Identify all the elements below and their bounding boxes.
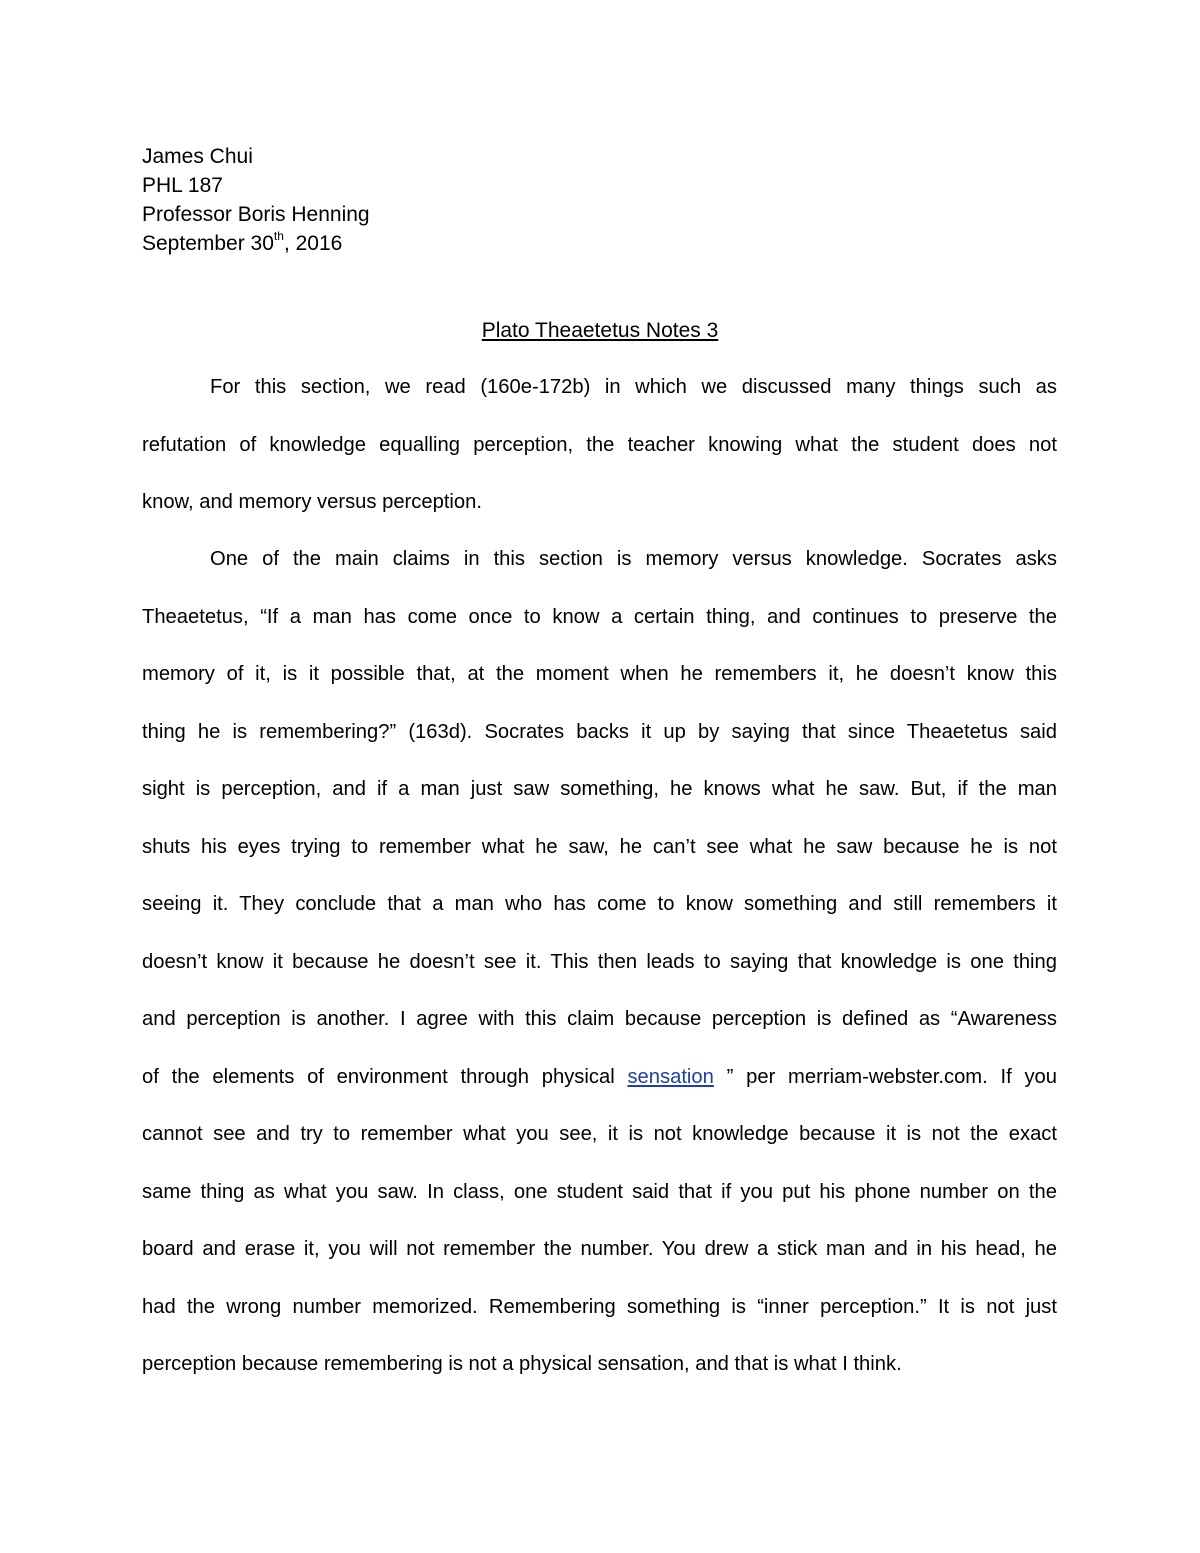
paragraph-2-line: and perception is another. I agree with this claim because perception is defined as “Awareness bbox=[142, 1008, 1057, 1030]
line-text-before-link: of the elements of environment through physical bbox=[142, 1066, 628, 1088]
date-suffix: , 2016 bbox=[283, 232, 343, 255]
course-code: PHL 187 bbox=[142, 174, 223, 197]
paragraph-2-line: sight is perception, and if a man just saw something, he knows what he saw. But, if the man bbox=[142, 778, 1057, 800]
paragraph-2-line: board and erase it, you will not remember the number. You drew a stick man and in his head, he bbox=[142, 1238, 1057, 1260]
date-superscript: th bbox=[273, 229, 284, 243]
sensation-link[interactable]: sensation bbox=[627, 1066, 714, 1088]
paragraph-2-line: same thing as what you saw. In class, one student said that if you put his phone number on the bbox=[142, 1181, 1057, 1203]
paragraph-2-line: One of the main claims in this section is memory versus knowledge. Socrates asks bbox=[210, 548, 1057, 570]
paragraph-1-line: For this section, we read (160e-172b) in which we discussed many things such as bbox=[210, 376, 1057, 398]
paragraph-1-line: refutation of knowledge equalling perception, the teacher knowing what the student does not bbox=[142, 434, 1057, 456]
document-title bbox=[0, 316, 1200, 345]
paragraph-2-line: shuts his eyes trying to remember what he saw, he can’t see what he saw because he is not bbox=[142, 836, 1057, 858]
paragraph-2-line: doesn’t know it because he doesn’t see it. This then leads to saying that knowledge is one thing bbox=[142, 951, 1057, 973]
line-text-after-link: ” per merriam-webster.com. If you bbox=[726, 1066, 1058, 1088]
paragraph-2-line: cannot see and try to remember what you see, it is not knowledge because it is not the exact bbox=[142, 1123, 1057, 1145]
paragraph-2-line: thing he is remembering?” (163d). Socrates backs it up by saying that since Theaetetus said bbox=[142, 721, 1057, 743]
header-block bbox=[142, 142, 370, 258]
paragraph-2-line: perception because remembering is not a physical sensation, and that is what I think. bbox=[142, 1353, 902, 1375]
professor-name: Professor Boris Henning bbox=[142, 203, 370, 226]
paragraph-2-line: seeing it. They conclude that a man who has come to know something and still remembers it bbox=[142, 893, 1057, 915]
paragraph-2-line: memory of it, is it possible that, at the moment when he remembers it, he doesn’t know this bbox=[142, 663, 1057, 685]
document-date bbox=[142, 229, 370, 258]
author-name: James Chui bbox=[142, 145, 253, 168]
paragraph-1-line: know, and memory versus perception. bbox=[142, 491, 482, 513]
date-prefix: September 30 bbox=[142, 232, 274, 255]
document-title-text: Plato Theaetetus Notes 3 bbox=[481, 319, 719, 342]
paragraph-2-line: had the wrong number memorized. Remembering something is “inner perception.” It is not just bbox=[142, 1296, 1057, 1318]
paragraph-2-line: Theaetetus, “If a man has come once to know a certain thing, and continues to preserve the bbox=[142, 606, 1057, 628]
paragraph-2-line-with-link bbox=[142, 1063, 1057, 1092]
